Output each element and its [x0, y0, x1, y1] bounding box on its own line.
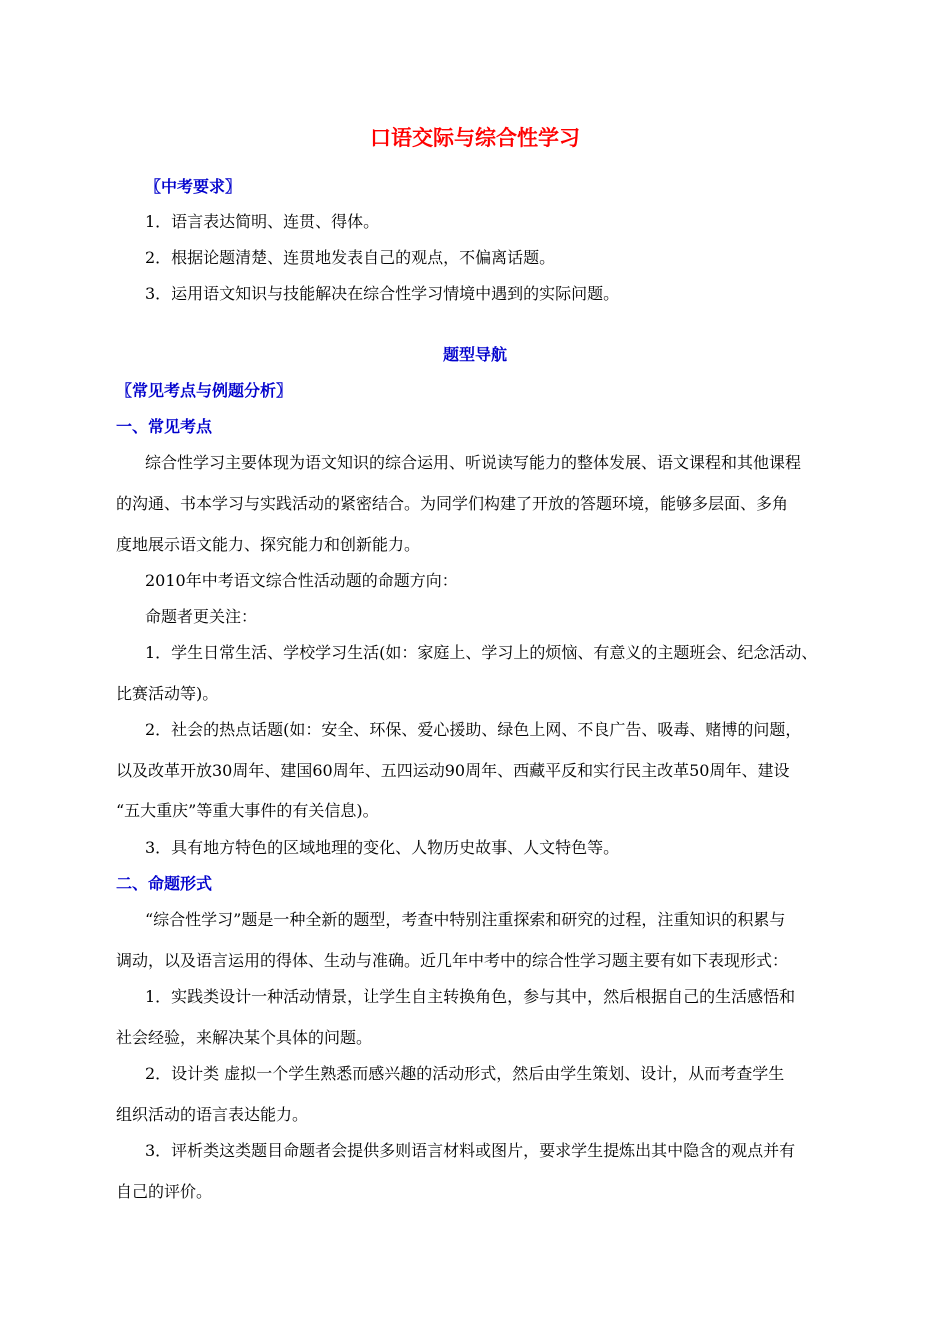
requirement-item: 1．语言表达简明、连贯、得体。 [145, 212, 380, 231]
section-1-header: 一、常见考点 [116, 417, 213, 436]
paragraph-line: 调动，以及语言运用的得体、生动与准确。近几年中考中的综合性学习题主要有如下表现形式： [116, 951, 789, 970]
paragraph-line: 社会经验，来解决某个具体的问题。 [116, 1028, 373, 1047]
paragraph-line: 的沟通、书本学习与实践活动的紧密结合。为同学们构建了开放的答题环境，能够多层面、多角 [116, 494, 789, 513]
paragraph-line: 组织活动的语言表达能力。 [116, 1105, 309, 1124]
paragraph-line: 1．学生日常生活、学校学习生活(如：家庭上、学习上的烦恼、有意义的主题班会、纪念活动、 [145, 643, 818, 662]
section-2-header: 二、命题形式 [116, 874, 213, 893]
paragraph-line: 自己的评价。 [116, 1182, 213, 1201]
requirement-item: 3．运用语文知识与技能解决在综合性学习情境中遇到的实际问题。 [145, 284, 620, 303]
exam-requirements-header: 〖中考要求〗 [145, 177, 242, 196]
paragraph-line: 比赛活动等)。 [116, 684, 219, 703]
paragraph-line: 2010年中考语文综合性活动题的命题方向： [145, 571, 458, 590]
document-title: 口语交际与综合性学习 [370, 125, 580, 150]
paragraph-line: 命题者更关注： [145, 607, 258, 626]
paragraph-line: 综合性学习主要体现为语文知识的综合运用、听说读写能力的整体发展、语文课程和其他课程 [145, 453, 802, 472]
paragraph-line: “五大重庆”等重大事件的有关信息)。 [116, 801, 379, 820]
paragraph-line: 2．设计类 虚拟一个学生熟悉而感兴趣的活动形式，然后由学生策划、设计，从而考查学生 [145, 1064, 785, 1083]
paragraph-line: 3．评析类这类题目命题者会提供多则语言材料或图片，要求学生提炼出其中隐含的观点并有 [145, 1141, 796, 1160]
question-type-nav-header: 题型导航 [442, 345, 507, 364]
paragraph-line: 度地展示语文能力、探究能力和创新能力。 [116, 535, 421, 554]
requirement-item: 2．根据论题清楚、连贯地发表自己的观点，不偏离话题。 [145, 248, 556, 267]
paragraph-line: “综合性学习”题是一种全新的题型，考查中特别注重探索和研究的过程，注重知识的积累与 [145, 910, 786, 929]
paragraph-line: 3．具有地方特色的区域地理的变化、人物历史故事、人文特色等。 [145, 838, 620, 857]
paragraph-line: 1．实践类设计一种活动情景，让学生自主转换角色，参与其中，然后根据自己的生活感悟和 [145, 987, 796, 1006]
paragraph-line: 以及改革开放30周年、建国60周年、五四运动90周年、西藏平反和实行民主改革50周年、建设 [116, 761, 790, 780]
analysis-header: 〖常见考点与例题分析〗 [116, 381, 293, 400]
paragraph-line: 2．社会的热点话题(如：安全、环保、爱心援助、绿色上网、不良广告、吸毒、赌博的问题， [145, 720, 802, 739]
